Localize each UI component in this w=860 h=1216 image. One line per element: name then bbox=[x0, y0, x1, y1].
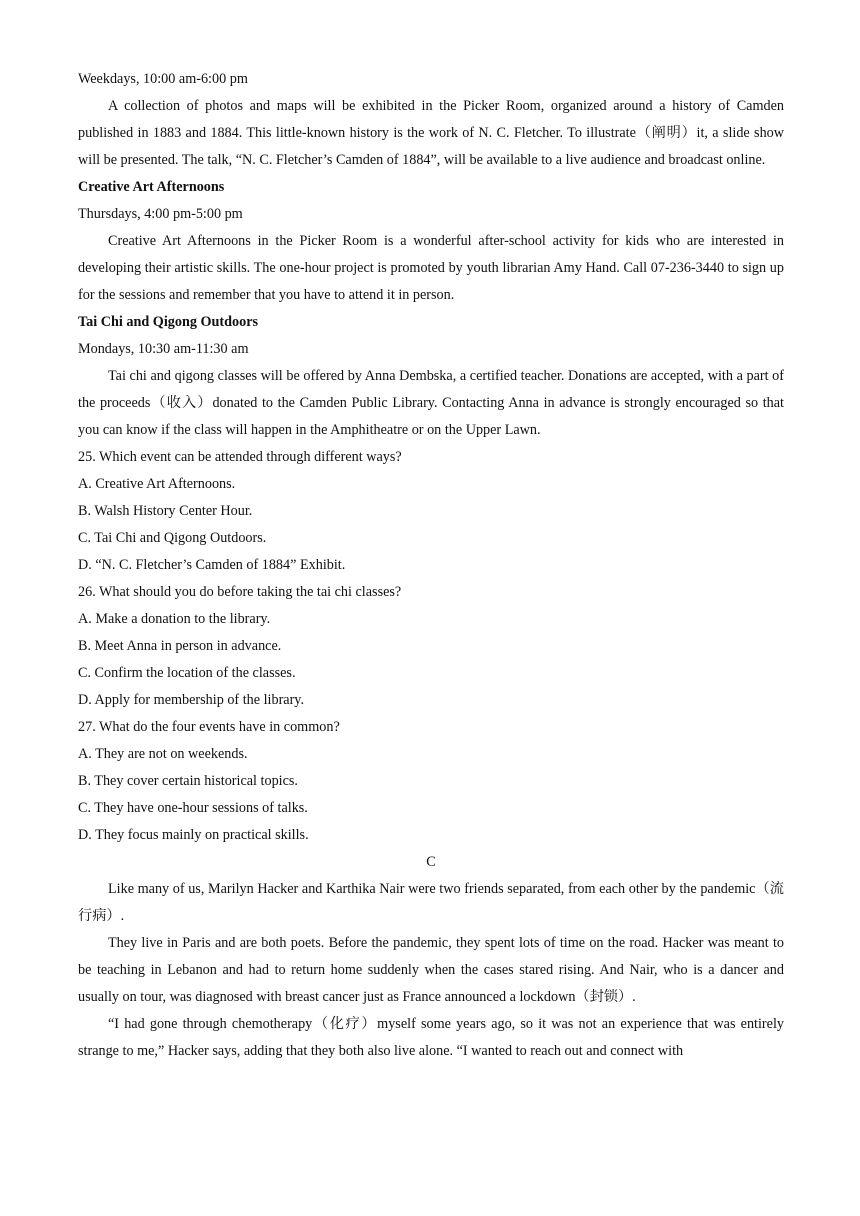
option-c: C. Confirm the location of the classes. bbox=[78, 665, 296, 681]
question-25 bbox=[78, 444, 784, 579]
section-c-paragraph-1: Like many of us, Marilyn Hacker and Karthika Nair were two friends separated, from each other by the pandemic（流行病）. bbox=[78, 881, 784, 924]
section-c-paragraph-3: “I had gone through chemotherapy（化疗）myself some years ago, so it was not an experience that was entirely strange to me,” Hacker says, adding that they both also live alone. “I wanted to reach out and connect with bbox=[78, 1016, 784, 1059]
option-b: B. They cover certain historical topics. bbox=[78, 773, 298, 789]
option-d: D. Apply for membership of the library. bbox=[78, 692, 305, 708]
art-paragraph: Creative Art Afternoons in the Picker Room is a wonderful after-school activity for kids who are interested in developing their artistic skills. The one-hour project is promoted by youth librarian Amy Hand. Call 07-236-3440 to sign up for the sessions and remember that you have to attend it in person. bbox=[78, 233, 784, 303]
option-d: D. “N. C. Fletcher’s Camden of 1884” Exhibit. bbox=[78, 557, 346, 573]
exhibit-time: Weekdays, 10:00 am-6:00 pm bbox=[78, 71, 248, 87]
question-text: 27. What do the four events have in common? bbox=[78, 719, 340, 735]
question-text: 26. What should you do before taking the tai chi classes? bbox=[78, 584, 402, 600]
art-title: Creative Art Afternoons bbox=[78, 179, 225, 195]
question-27 bbox=[78, 714, 784, 849]
option-c: C. Tai Chi and Qigong Outdoors. bbox=[78, 530, 267, 546]
taichi-time: Mondays, 10:30 am-11:30 am bbox=[78, 341, 249, 357]
section-c-paragraph-2: They live in Paris and are both poets. Before the pandemic, they spent lots of time on the road. Hacker was meant to be teaching in Lebanon and had to return home suddenly when the cases stared rising. And Nair, who is a dancer and usually on tour, was diagnosed with breast cancer just as France announced a lockdown（封锁）. bbox=[78, 935, 784, 1005]
taichi-paragraph: Tai chi and qigong classes will be offered by Anna Dembska, a certified teacher. Donations are accepted, with a part of the proceeds（收入）donated to the Camden Public Library. Contacting Anna in advance is strongly encouraged so that you can know if the class will happen in the Amphitheatre or on the Upper Lawn. bbox=[78, 368, 784, 438]
taichi-title: Tai Chi and Qigong Outdoors bbox=[78, 314, 259, 330]
option-b: B. Meet Anna in person in advance. bbox=[78, 638, 282, 654]
option-d: D. They focus mainly on practical skills. bbox=[78, 827, 309, 843]
option-b: B. Walsh History Center Hour. bbox=[78, 503, 253, 519]
question-26 bbox=[78, 579, 784, 714]
option-a: A. Make a donation to the library. bbox=[78, 611, 271, 627]
option-a: A. Creative Art Afternoons. bbox=[78, 476, 236, 492]
section-letter: C bbox=[426, 854, 436, 870]
question-text: 25. Which event can be attended through different ways? bbox=[78, 449, 402, 465]
document-page bbox=[78, 66, 784, 1065]
option-c: C. They have one-hour sessions of talks. bbox=[78, 800, 308, 816]
exhibit-paragraph: A collection of photos and maps will be exhibited in the Picker Room, organized around a history of Camden published in 1883 and 1884. This little-known history is the work of N. C. Fletcher. To illustrate（阐明）it, a slide show will be presented. The talk, “N. C. Fletcher’s Camden of 1884”, will be available to a live audience and broadcast online. bbox=[78, 98, 784, 168]
art-time: Thursdays, 4:00 pm-5:00 pm bbox=[78, 206, 243, 222]
option-a: A. They are not on weekends. bbox=[78, 746, 248, 762]
